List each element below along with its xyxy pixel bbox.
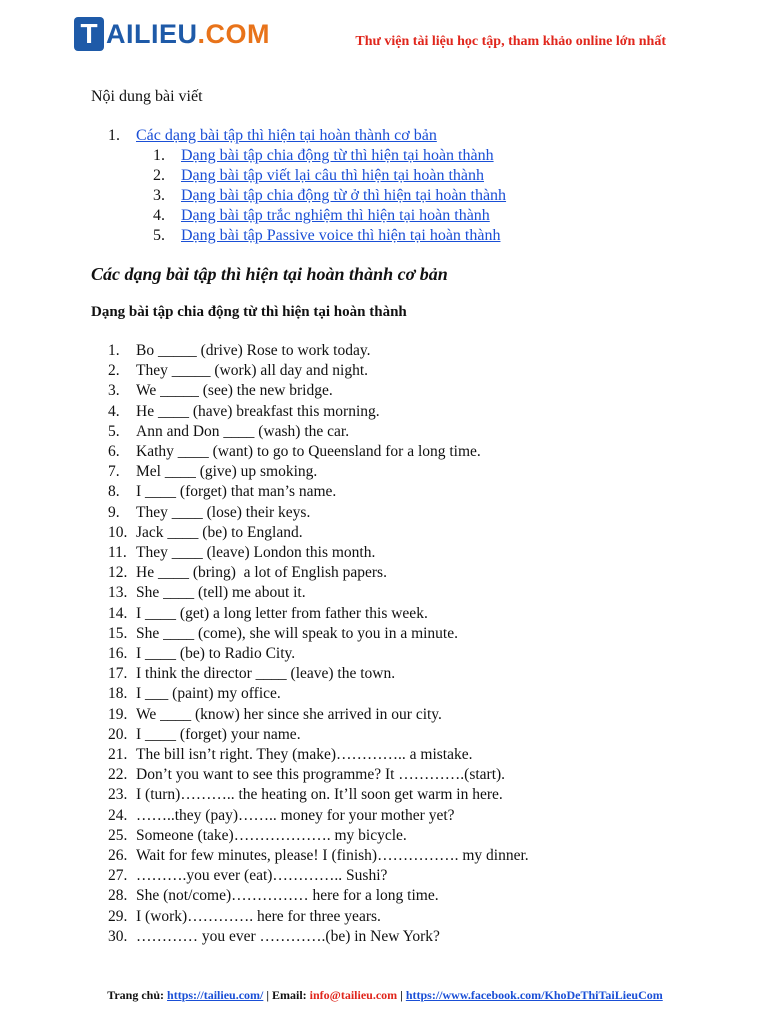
page-header — [0, 0, 770, 70]
toc-subitem — [153, 166, 506, 186]
logo-main: AILIEU — [106, 19, 198, 49]
toc-subitem-number: 4. — [153, 207, 165, 224]
exercise-number: 8. — [108, 483, 120, 501]
exercise-item — [108, 482, 529, 502]
exercise-item — [108, 543, 529, 563]
logo-dot: .COM — [197, 19, 271, 49]
exercise-item — [108, 765, 529, 785]
exercise-item — [108, 907, 529, 927]
subsection-title: Dạng bài tập chia động từ thì hiện tại hoàn thành — [91, 304, 407, 320]
tailieu-logo[interactable] — [74, 16, 270, 52]
toc-subitems — [108, 146, 506, 246]
exercise-item — [108, 523, 529, 543]
exercise-item — [108, 583, 529, 603]
exercise-number: 30. — [108, 927, 128, 945]
exercise-item — [108, 664, 529, 684]
footer-email[interactable]: info@tailieu.com — [309, 988, 398, 1002]
exercise-item — [108, 503, 529, 523]
exercise-text: We ____ (know) her since she arrived in our city. — [136, 705, 442, 723]
exercise-text: I ____ (be) to Radio City. — [136, 645, 296, 663]
footer-home-label: Trang chủ: — [107, 988, 168, 1002]
exercise-number: 25. — [108, 826, 128, 844]
exercise-text: Someone (take)………………. my bicycle. — [136, 826, 407, 844]
exercise-number: 9. — [108, 503, 120, 521]
exercise-item — [108, 846, 529, 866]
exercise-number: 24. — [108, 806, 128, 824]
header-tagline: Thư viện tài liệu học tập, tham khảo online lớn nhất — [355, 34, 666, 49]
exercise-item — [108, 361, 529, 381]
exercise-number: 26. — [108, 847, 128, 865]
exercise-number: 16. — [108, 645, 128, 663]
exercise-item — [108, 624, 529, 644]
exercise-text: Ann and Don ____ (wash) the car. — [136, 422, 350, 440]
logo-text — [106, 17, 270, 51]
exercise-number: 2. — [108, 362, 120, 380]
exercise-item — [108, 745, 529, 765]
footer-email-label: | Email: — [263, 988, 310, 1002]
exercise-number: 15. — [108, 624, 128, 642]
toc-link[interactable]: Dạng bài tập Passive voice thì hiện tại hoàn thành — [181, 227, 501, 244]
toc-subitem-number: 3. — [153, 187, 165, 204]
exercise-number: 6. — [108, 443, 120, 461]
exercise-number: 12. — [108, 564, 128, 582]
exercise-number: 14. — [108, 604, 128, 622]
exercise-text: I ____ (get) a long letter from father this week. — [136, 604, 428, 622]
exercise-text: I (work)…………. here for three years. — [136, 907, 381, 925]
exercise-number: 20. — [108, 725, 128, 743]
exercise-item — [108, 806, 529, 826]
exercise-item — [108, 402, 529, 422]
exercise-item — [108, 826, 529, 846]
exercise-text: I ____ (forget) that man’s name. — [136, 483, 337, 501]
toc-link[interactable]: Dạng bài tập trắc nghiệm thì hiện tại hoàn thành — [181, 207, 490, 224]
exercise-text: Jack ____ (be) to England. — [136, 523, 303, 541]
toc-title: Nội dung bài viết — [91, 88, 203, 105]
toc-subitem — [153, 146, 506, 166]
exercise-text: Wait for few minutes, please! I (finish)……………. my dinner. — [136, 847, 529, 865]
toc-subitem — [153, 226, 506, 246]
footer-separator: | — [397, 988, 406, 1002]
exercise-number: 27. — [108, 867, 128, 885]
exercise-number: 19. — [108, 705, 128, 723]
section-title: Các dạng bài tập thì hiện tại hoàn thành cơ bản — [91, 264, 448, 284]
exercise-number: 3. — [108, 382, 120, 400]
exercise-text: He ____ (bring) a lot of English papers. — [136, 564, 387, 582]
toc-item-number: 1. — [108, 127, 120, 144]
exercise-text: Don’t you want to see this programme? It ………….(start). — [136, 766, 506, 784]
exercise-item — [108, 563, 529, 583]
exercise-number: 1. — [108, 342, 120, 359]
exercise-item — [108, 381, 529, 401]
logo-mark: T — [74, 17, 104, 51]
exercise-number: 7. — [108, 463, 120, 481]
exercise-item — [108, 462, 529, 482]
exercise-number: 5. — [108, 422, 120, 440]
exercise-text: They ____ (leave) London this month. — [136, 544, 376, 562]
exercise-number: 29. — [108, 907, 128, 925]
exercise-text: She ____ (come), she will speak to you in a minute. — [136, 624, 458, 642]
exercise-text: She (not/come)…………… here for a long time. — [136, 887, 439, 905]
exercise-text: I think the director ____ (leave) the town. — [136, 665, 396, 683]
exercise-text: ……..they (pay)…….. money for your mother yet? — [136, 806, 455, 824]
exercise-number: 17. — [108, 665, 128, 683]
exercise-item — [108, 785, 529, 805]
exercise-item — [108, 684, 529, 704]
toc-subitem-number: 5. — [153, 227, 165, 244]
table-of-contents — [108, 126, 506, 246]
exercise-item — [108, 442, 529, 462]
exercise-item — [108, 341, 529, 361]
exercise-number: 4. — [108, 402, 120, 420]
exercise-text: I (turn)……….. the heating on. It’ll soon get warm in here. — [136, 786, 503, 804]
exercise-number: 28. — [108, 887, 128, 905]
footer-facebook-link[interactable]: https://www.facebook.com/KhoDeThiTaiLieuCom — [405, 988, 663, 1002]
toc-link[interactable]: Dạng bài tập chia động từ thì hiện tại hoàn thành — [181, 147, 494, 164]
exercise-item — [108, 604, 529, 624]
exercise-number: 11. — [108, 544, 127, 562]
exercise-text: I ___ (paint) my office. — [136, 685, 281, 703]
exercise-number: 18. — [108, 685, 128, 703]
toc-link[interactable]: Dạng bài tập chia động từ ở thì hiện tại hoàn thành — [181, 187, 507, 204]
exercise-item — [108, 705, 529, 725]
exercise-item — [108, 866, 529, 886]
exercise-text: They _____ (work) all day and night. — [136, 362, 369, 380]
exercise-text: Kathy ____ (want) to go to Queensland for a long time. — [136, 443, 481, 461]
toc-subitem — [153, 186, 506, 206]
exercise-number: 13. — [108, 584, 128, 602]
exercise-item — [108, 422, 529, 442]
page-footer — [0, 988, 770, 1003]
exercise-text: ………… you ever ………….(be) in New York? — [136, 927, 440, 945]
exercise-text: They ____ (lose) their keys. — [136, 503, 311, 521]
toc-subitem-number: 2. — [153, 167, 165, 184]
exercise-text: Mel ____ (give) up smoking. — [136, 463, 318, 481]
exercise-item — [108, 725, 529, 745]
exercise-item — [108, 644, 529, 664]
exercise-text: We _____ (see) the new bridge. — [136, 382, 333, 400]
exercise-item — [108, 886, 529, 906]
toc-link-main[interactable]: Các dạng bài tập thì hiện tại hoàn thành cơ bản — [136, 127, 437, 144]
exercise-text: She ____ (tell) me about it. — [136, 584, 306, 602]
exercise-number: 22. — [108, 766, 128, 784]
exercise-text: He ____ (have) breakfast this morning. — [136, 402, 380, 420]
exercise-text: ……….you ever (eat)………….. Sushi? — [136, 867, 388, 885]
exercise-text: I ____ (forget) your name. — [136, 725, 301, 743]
exercise-list — [108, 341, 529, 947]
toc-subitem-number: 1. — [153, 147, 165, 164]
exercise-text: The bill isn’t right. They (make)………….. a mistake. — [136, 746, 473, 764]
exercise-number: 21. — [108, 746, 128, 764]
exercise-number: 10. — [108, 523, 128, 541]
toc-subitem — [153, 206, 506, 226]
exercise-number: 23. — [108, 786, 128, 804]
toc-link[interactable]: Dạng bài tập viết lại câu thì hiện tại hoàn thành — [181, 167, 485, 184]
toc-item — [108, 126, 506, 146]
exercise-text: Bo _____ (drive) Rose to work today. — [136, 342, 371, 359]
exercise-item — [108, 927, 529, 947]
footer-home-link[interactable]: https://tailieu.com/ — [167, 988, 264, 1002]
